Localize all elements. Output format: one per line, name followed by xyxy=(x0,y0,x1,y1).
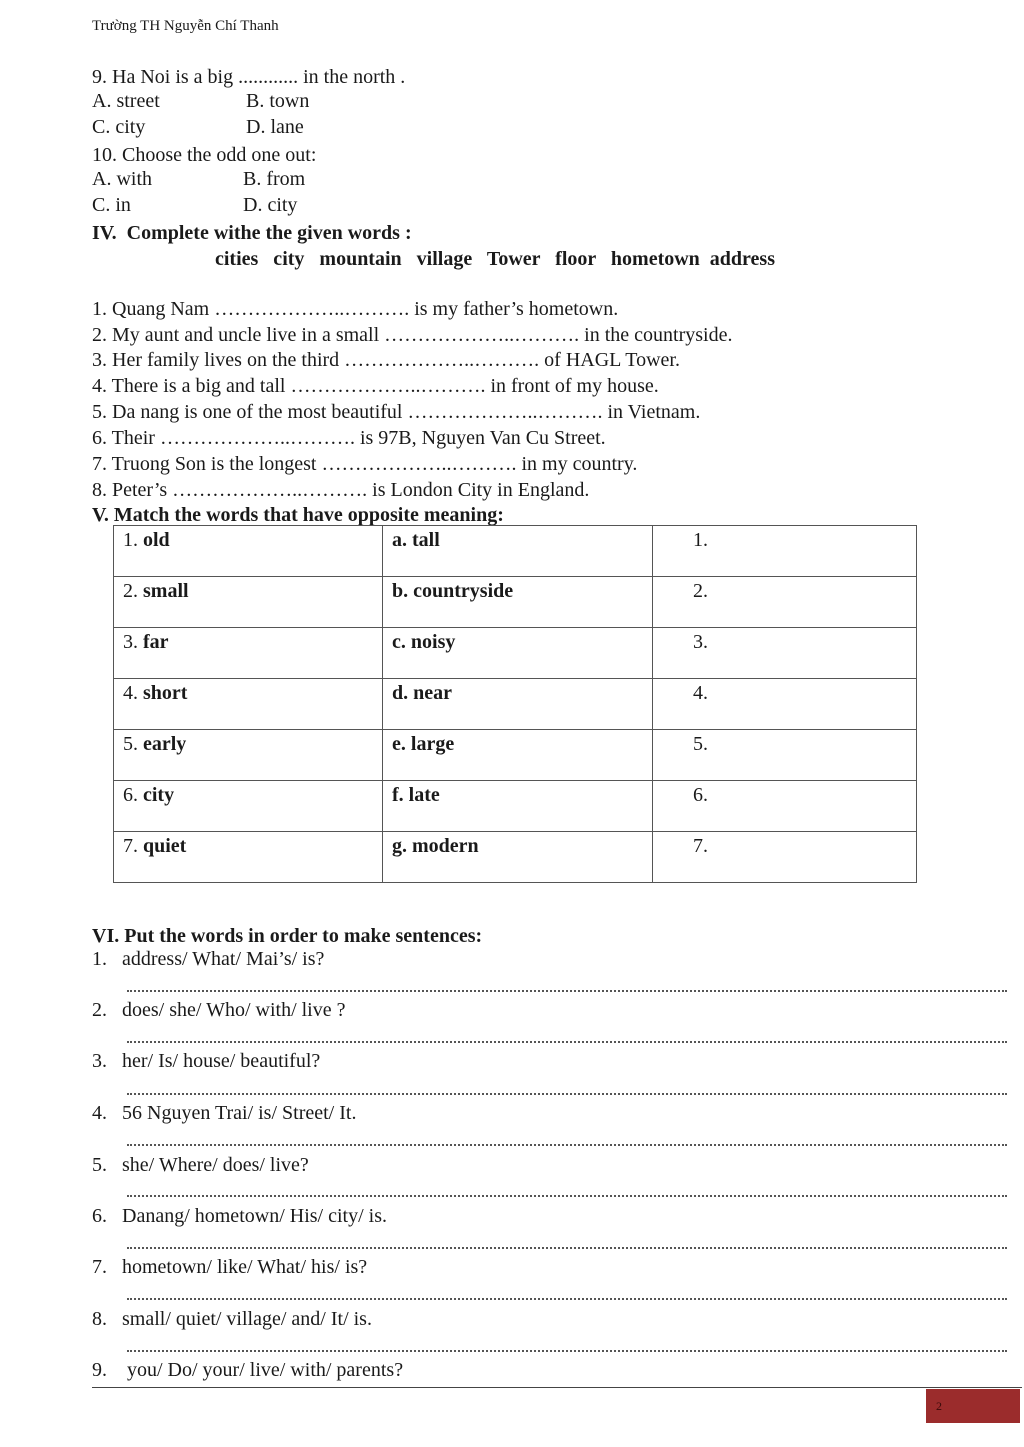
right-word: tall xyxy=(412,529,440,551)
answer-cell[interactable]: 2. xyxy=(653,577,917,628)
table-row xyxy=(114,577,917,628)
item-text: Danang/ hometown/ His/ city/ is. xyxy=(122,1205,387,1227)
right-word: near xyxy=(413,682,453,704)
right-word: countryside xyxy=(413,580,514,602)
answer-cell[interactable]: 4. xyxy=(653,679,917,730)
item-number: 4. xyxy=(92,1102,107,1124)
left-number: 3. xyxy=(123,631,138,653)
left-word: short xyxy=(143,682,188,704)
left-word-cell xyxy=(114,679,383,730)
left-word-cell xyxy=(114,781,383,832)
right-word: large xyxy=(410,733,455,755)
left-number: 7. xyxy=(123,835,138,857)
question-9: 9. Ha Noi is a big ............ in the north . xyxy=(92,66,406,88)
item-number: 6. xyxy=(92,1205,107,1227)
item-number: 9. xyxy=(92,1359,107,1381)
matching-table xyxy=(113,525,917,883)
left-word: early xyxy=(143,733,187,755)
left-word-cell xyxy=(114,628,383,679)
table-row xyxy=(114,832,917,883)
answer-cell[interactable]: 3. xyxy=(653,628,917,679)
right-letter: d. xyxy=(392,682,409,704)
right-word-cell xyxy=(383,781,653,832)
question-10: 10. Choose the odd one out: xyxy=(92,144,317,166)
right-letter: e. xyxy=(392,733,406,755)
left-word: far xyxy=(143,631,169,653)
left-number: 1. xyxy=(123,529,138,551)
section-5-title: V. Match the words that have opposite meaning: xyxy=(92,504,504,526)
reorder-item-4 xyxy=(92,1102,356,1125)
item-number: 8. xyxy=(92,1308,107,1330)
right-word: noisy xyxy=(410,631,456,653)
item-number: 2. xyxy=(92,999,107,1021)
right-letter: f. xyxy=(392,784,404,806)
answer-line-3[interactable] xyxy=(127,1093,1007,1095)
q10-option-d: D. city xyxy=(243,194,298,216)
table-row xyxy=(114,526,917,577)
q10-option-a: A. with xyxy=(92,168,152,190)
right-word-cell xyxy=(383,832,653,883)
q9-option-c: C. city xyxy=(92,116,146,138)
left-number: 2. xyxy=(123,580,138,602)
q9-option-b: B. town xyxy=(246,90,310,112)
right-word: modern xyxy=(412,835,479,857)
item-number: 3. xyxy=(92,1050,107,1072)
left-word: city xyxy=(143,784,175,806)
right-word-cell xyxy=(383,730,653,781)
answer-line-6[interactable] xyxy=(127,1247,1007,1249)
fill-item-7: 7. Truong Son is the longest ………………..………. in my country. xyxy=(92,453,638,475)
left-word-cell xyxy=(114,577,383,628)
word-bank: cities city mountain village Tower floor hometown address xyxy=(215,248,775,270)
answer-line-5[interactable] xyxy=(127,1195,1007,1197)
right-letter: c. xyxy=(392,631,406,653)
fill-item-2: 2. My aunt and uncle live in a small ………………..………. in the countryside. xyxy=(92,324,733,346)
item-number: 5. xyxy=(92,1154,107,1176)
right-letter: b. xyxy=(392,580,409,602)
answer-cell[interactable]: 7. xyxy=(653,832,917,883)
left-word-cell xyxy=(114,526,383,577)
footer-divider xyxy=(92,1387,1022,1388)
item-number: 7. xyxy=(92,1256,107,1278)
fill-item-5: 5. Da nang is one of the most beautiful ………………..………. in Vietnam. xyxy=(92,401,701,423)
q9-option-a: A. street xyxy=(92,90,160,112)
page-number-badge xyxy=(926,1389,1020,1423)
q9-option-d: D. lane xyxy=(246,116,304,138)
fill-item-8: 8. Peter’s ………………..………. is London City in England. xyxy=(92,479,590,501)
table-row xyxy=(114,781,917,832)
left-word-cell xyxy=(114,832,383,883)
fill-item-3: 3. Her family lives on the third ………………..………. of HAGL Tower. xyxy=(92,349,680,371)
item-text: she/ Where/ does/ live? xyxy=(122,1154,309,1176)
reorder-item-1 xyxy=(92,948,324,971)
left-word: quiet xyxy=(143,835,187,857)
right-letter: a. xyxy=(392,529,407,551)
left-number: 5. xyxy=(123,733,138,755)
right-word-cell xyxy=(383,577,653,628)
right-word-cell xyxy=(383,526,653,577)
answer-cell[interactable]: 6. xyxy=(653,781,917,832)
reorder-item-8 xyxy=(92,1308,372,1331)
reorder-item-5 xyxy=(92,1154,309,1177)
right-word: late xyxy=(408,784,440,806)
reorder-item-7 xyxy=(92,1256,367,1279)
answer-line-8[interactable] xyxy=(127,1350,1007,1352)
item-text: hometown/ like/ What/ his/ is? xyxy=(122,1256,368,1278)
fill-item-4: 4. There is a big and tall ………………..………. in front of my house. xyxy=(92,375,659,397)
left-word: old xyxy=(143,529,170,551)
left-number: 6. xyxy=(123,784,138,806)
item-text: small/ quiet/ village/ and/ It/ is. xyxy=(122,1308,372,1330)
fill-item-6: 6. Their ………………..………. is 97B, Nguyen Van Cu Street. xyxy=(92,427,606,449)
item-number: 1. xyxy=(92,948,107,970)
right-word-cell xyxy=(383,679,653,730)
reorder-item-6 xyxy=(92,1205,387,1228)
left-number: 4. xyxy=(123,682,138,704)
left-word: small xyxy=(143,580,189,602)
q10-option-c: C. in xyxy=(92,194,131,216)
q10-option-b: B. from xyxy=(243,168,306,190)
answer-line-4[interactable] xyxy=(127,1144,1007,1146)
answer-line-1[interactable] xyxy=(127,990,1007,992)
table-row xyxy=(114,628,917,679)
right-word-cell xyxy=(383,628,653,679)
table-row xyxy=(114,730,917,781)
item-text: 56 Nguyen Trai/ is/ Street/ It. xyxy=(122,1102,357,1124)
item-text: her/ Is/ house/ beautiful? xyxy=(122,1050,321,1072)
section-6-title: VI. Put the words in order to make sentences: xyxy=(92,925,483,947)
answer-line-7[interactable] xyxy=(127,1298,1007,1300)
answer-cell[interactable]: 1. xyxy=(653,526,917,577)
left-word-cell xyxy=(114,730,383,781)
section-4-title: IV. Complete withe the given words : xyxy=(92,222,412,244)
item-text: address/ What/ Mai’s/ is? xyxy=(122,948,325,970)
answer-cell[interactable]: 5. xyxy=(653,730,917,781)
reorder-item-3 xyxy=(92,1050,320,1073)
page-number: 2 xyxy=(936,1399,942,1413)
item-text: you/ Do/ your/ live/ with/ parents? xyxy=(122,1359,404,1381)
table-row xyxy=(114,679,917,730)
answer-line-2[interactable] xyxy=(127,1041,1007,1043)
school-header: Trường TH Nguyễn Chí Thanh xyxy=(92,18,279,34)
fill-item-1: 1. Quang Nam ………………..………. is my father’s hometown. xyxy=(92,298,619,320)
right-letter: g. xyxy=(392,835,407,857)
reorder-item-9 xyxy=(92,1359,403,1382)
reorder-item-2 xyxy=(92,999,346,1022)
item-text: does/ she/ Who/ with/ live ? xyxy=(122,999,346,1021)
